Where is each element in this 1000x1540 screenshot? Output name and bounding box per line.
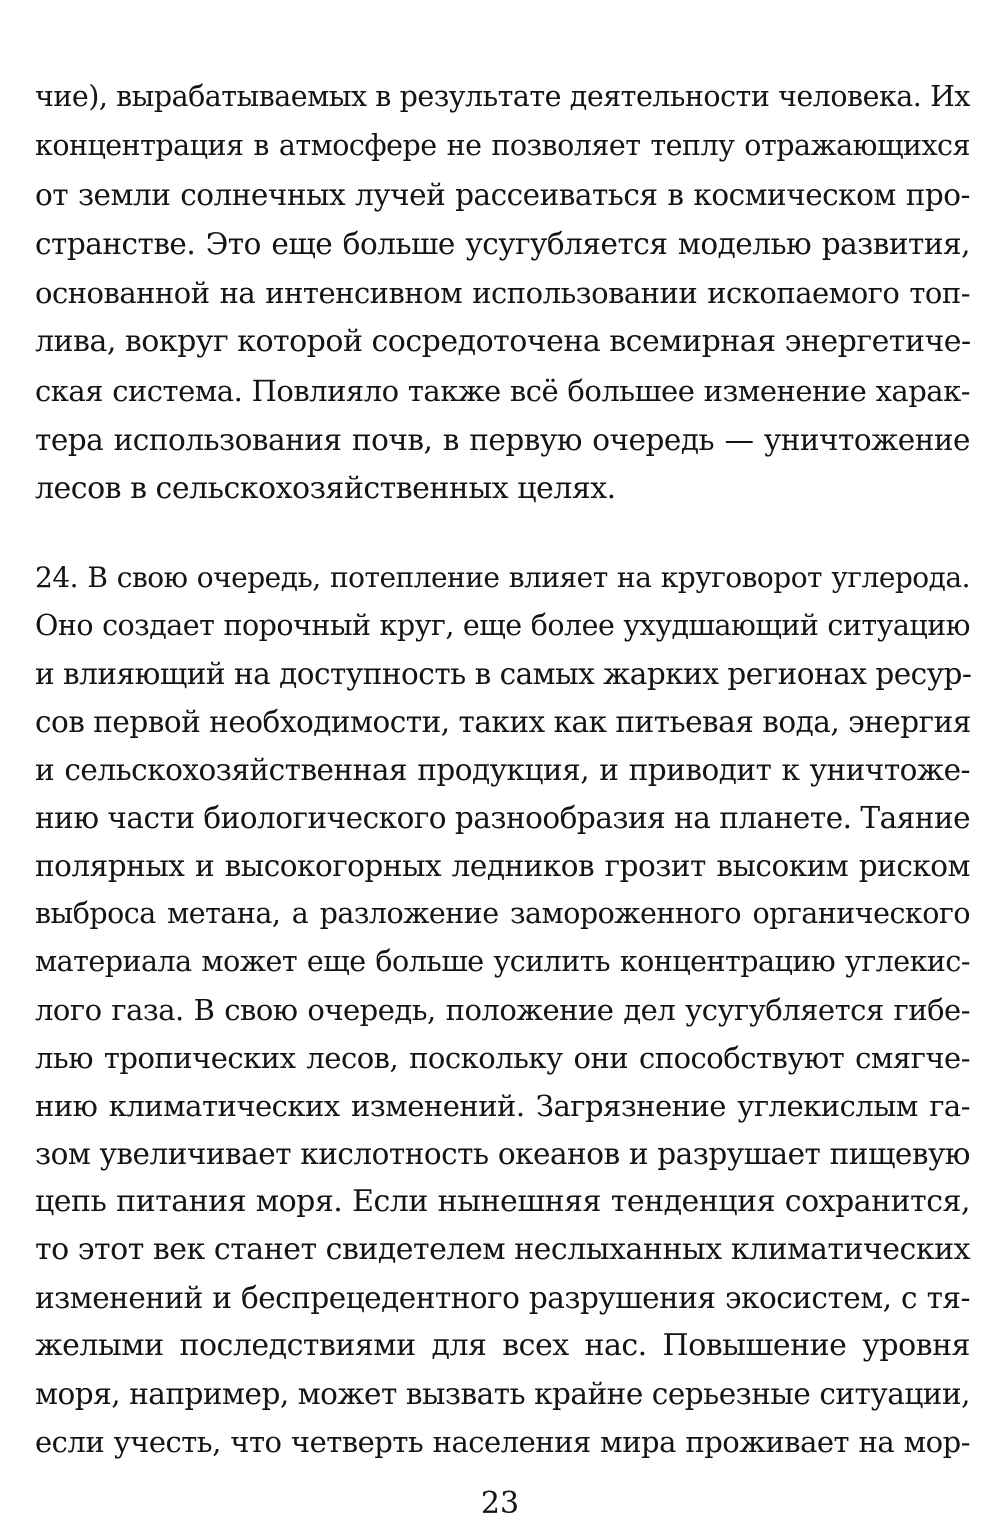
text-line: полярных и высокогорных ледников грозит высоким риском	[35, 849, 970, 883]
text-line: основанной на интенсивном использовании ископаемого топ-	[35, 276, 970, 310]
text-line: нию климатических изменений. Загрязнение углекислым га-	[35, 1089, 970, 1123]
text-line: выброса метана, а разложение замороженного органического	[35, 897, 970, 930]
text-line: нию части биологического разнообразия на планете. Таяние	[35, 801, 971, 835]
text-line: и влияющий на доступность в самых жарких регионах ресур-	[35, 657, 972, 691]
text-line: от земли солнечных лучей рассеиваться в космическом про-	[35, 178, 970, 212]
text-line: лого газа. В свою очередь, положение дел усугубляется гибе-	[35, 993, 970, 1027]
text-line: то этот век станет свидетелем неслыханных климатических	[35, 1232, 970, 1267]
text-line: лью тропических лесов, поскольку они способствуют смягче-	[35, 1041, 970, 1075]
text-line: странстве. Это еще больше усугубляется моделью развития,	[35, 227, 970, 261]
page-number: 23	[480, 1486, 520, 1521]
text-line: тера использования почв, в первую очередь — уничтожение	[35, 423, 970, 457]
text-line: и сельскохозяйственная продукция, и приводит к уничтоже-	[35, 753, 970, 787]
text-line: сов первой необходимости, таких как питьевая вода, энергия	[35, 705, 971, 739]
text-line: желыми последствиями для всех нас. Повышение уровня	[35, 1328, 970, 1363]
text-line: моря, например, может вызвать крайне серьезные ситуации,	[35, 1377, 970, 1411]
text-line: лесов в сельскохозяйственных целях.	[35, 471, 616, 506]
text-line: чие), вырабатываемых в результате деятельности человека. Их	[35, 80, 970, 113]
text-line: лива, вокруг которой сосредоточена всемирная энергетиче-	[35, 324, 971, 359]
text-line: концентрация в атмосфере не позволяет теплу отражающихся	[35, 129, 970, 162]
text-line: цепь питания моря. Если нынешняя тенденция сохранится,	[35, 1184, 970, 1219]
text-line: ская система. Повлияло также всё большее изменение харак-	[35, 374, 970, 408]
text-line: Оно создает порочный круг, еще более ухудшающий ситуацию	[35, 609, 970, 642]
text-line: 24. В свою очередь, потепление влияет на круговорот углерода.	[35, 561, 970, 594]
text-line: материала может еще больше усилить концентрацию углекис-	[35, 945, 970, 978]
text-line: зом увеличивает кислотность океанов и разрушает пищевую	[35, 1137, 970, 1171]
text-line: изменений и беспрецедентного разрушения экосистем, с тя-	[35, 1281, 970, 1315]
text-line: если учесть, что четверть населения мира проживает на мор-	[35, 1425, 970, 1459]
